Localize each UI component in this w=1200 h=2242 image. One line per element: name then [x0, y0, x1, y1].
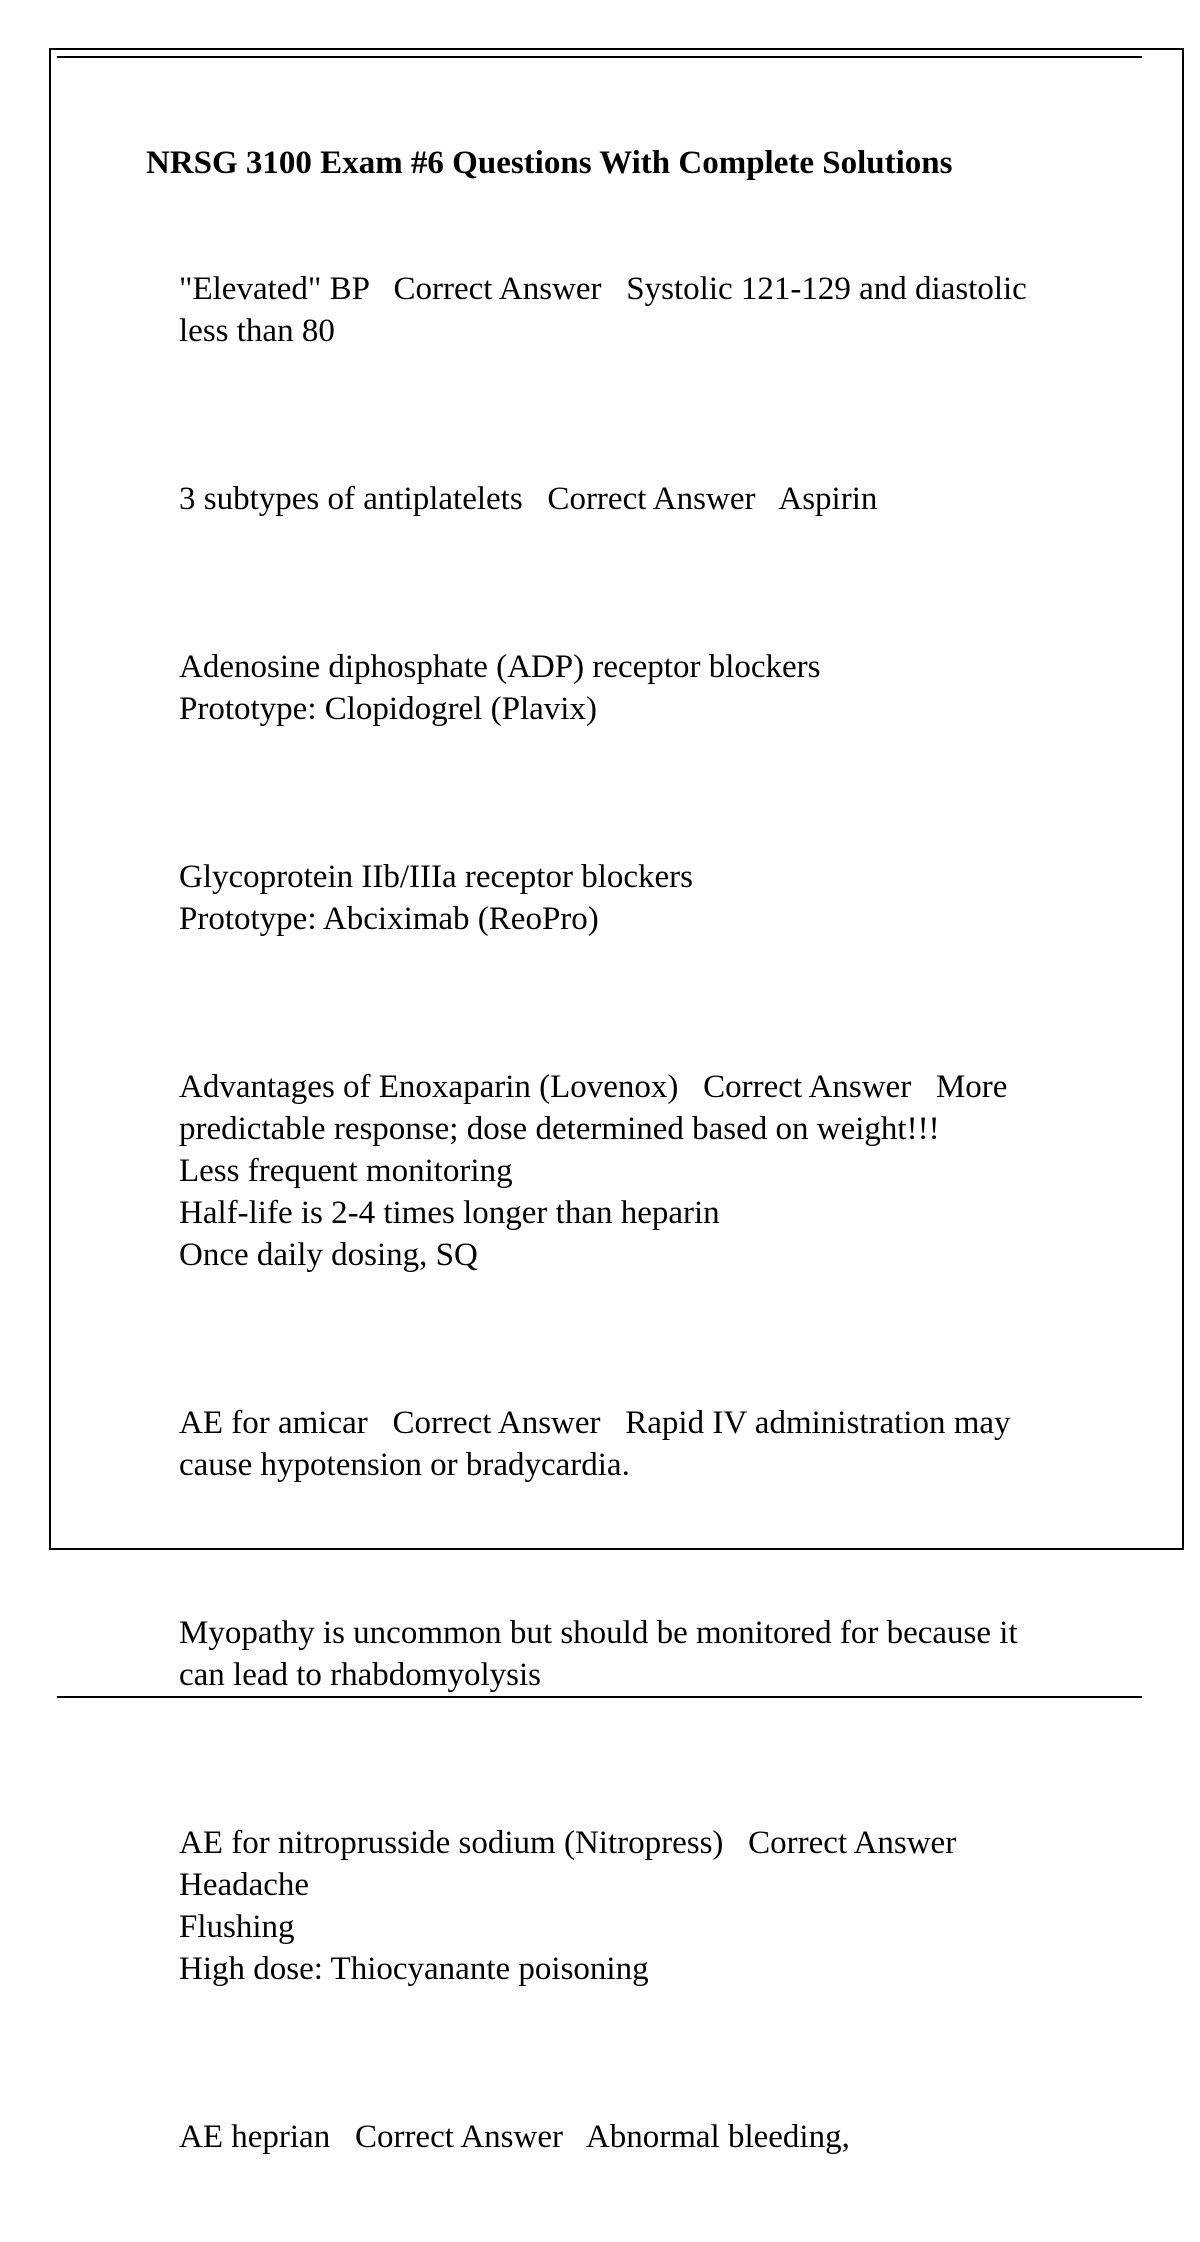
text-line: High dose: Thiocyanante poisoning [179, 1951, 649, 1987]
text-line: Half-life is 2-4 times longer than heparin [179, 1195, 720, 1231]
text-line: Flushing [179, 1909, 295, 1945]
qa-block-adp-blockers [146, 604, 1096, 772]
text-line: Headache [179, 1867, 310, 1903]
text-line: can lead to rhabdomyolysis [179, 1657, 542, 1693]
text-line: less than 80 [179, 313, 335, 349]
text-line: Prototype: Clopidogrel (Plavix) [179, 691, 597, 727]
qa-block-antiplatelets [146, 436, 1096, 562]
qa-block-nitroprusside [146, 1780, 1096, 2032]
qa-block-amicar [146, 1360, 1096, 1528]
document-body [146, 142, 1096, 2242]
qa-block-heparin [146, 2074, 1096, 2200]
top-rule [57, 56, 1142, 58]
text-line: AE for nitroprusside sodium (Nitropress) Correct Answer [179, 1825, 957, 1861]
text-line: cause hypotension or bradycardia. [179, 1447, 630, 1483]
qa-block-enoxaparin [146, 1024, 1096, 1318]
text-line: AE heprian Correct Answer Abnormal bleeding, [179, 2119, 850, 2155]
text-line: Once daily dosing, SQ [179, 1237, 478, 1273]
text-line: Adenosine diphosphate (ADP) receptor blockers [179, 649, 821, 685]
qa-block-myopathy [146, 1570, 1096, 1738]
text-line: Less frequent monitoring [179, 1153, 513, 1189]
text-line: Prototype: Abciximab (ReoPro) [179, 901, 599, 937]
qa-block-elevated-bp [146, 226, 1096, 394]
document-title: NRSG 3100 Exam #6 Questions With Complete Solutions [146, 145, 953, 181]
qa-block-glycoprotein [146, 814, 1096, 982]
text-line: Glycoprotein IIb/IIIa receptor blockers [179, 859, 694, 895]
text-line: "Elevated" BP Correct Answer Systolic 121-129 and diastolic [179, 271, 1027, 307]
text-line: AE for amicar Correct Answer Rapid IV administration may [179, 1405, 1011, 1441]
bottom-rule [57, 1696, 1142, 1698]
text-line: Myopathy is uncommon but should be monitored for because it [179, 1615, 1018, 1651]
text-line: Advantages of Enoxaparin (Lovenox) Correct Answer More [179, 1069, 1008, 1105]
text-line: predictable response; dose determined based on weight!!! [179, 1111, 940, 1147]
text-line: 3 subtypes of antiplatelets Correct Answer Aspirin [179, 481, 878, 517]
